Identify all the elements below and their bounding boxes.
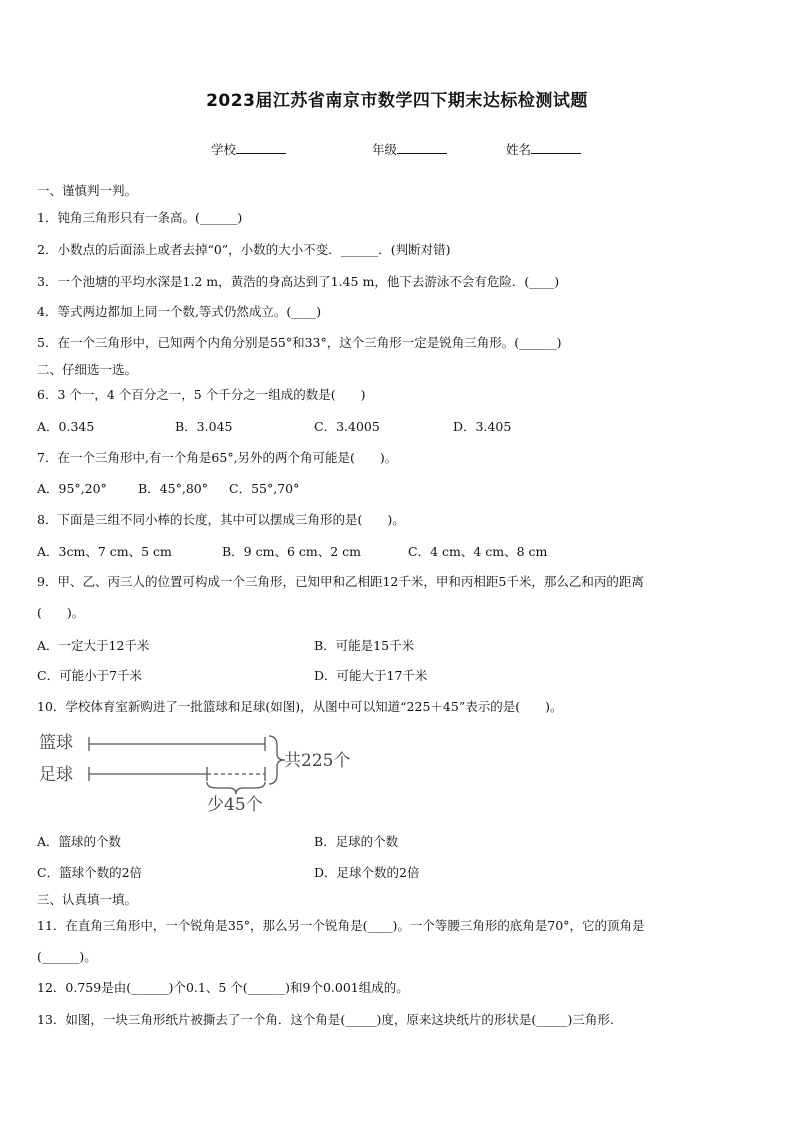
- q9-option-b[interactable]: B．可能是15千米: [314, 638, 415, 653]
- q10-bar-diagram: [37, 724, 367, 818]
- q7-option-c[interactable]: C．55°,70°: [229, 481, 300, 496]
- question-11-cont: (______)。: [37, 949, 97, 964]
- school-blank[interactable]: [236, 141, 286, 154]
- less-brace: [207, 782, 265, 794]
- q7-option-b[interactable]: B．45°,80°: [138, 481, 208, 496]
- grade-field: [372, 140, 447, 158]
- question-4: 4．等式两边都加上同一个数,等式仍然成立。(____): [37, 304, 322, 319]
- question-12: 12．0.759是由(______)个0.1、5 个(______)和9个0.001组成的。: [37, 980, 409, 995]
- q9-option-d[interactable]: D．可能大于17千米: [314, 668, 428, 683]
- total-label: 共225个: [284, 751, 351, 771]
- question-7: 7．在一个三角形中,有一个角是65°,另外的两个角可能是( )。: [37, 450, 398, 465]
- question-8: 8．下面是三组不同小棒的长度，其中可以摆成三角形的是( )。: [37, 512, 405, 527]
- basketball-label: 篮球: [39, 733, 73, 753]
- q6-option-b[interactable]: B．3.045: [175, 419, 233, 434]
- section-2-heading: 二、仔细选一选。: [37, 362, 138, 377]
- question-13: 13．如图，一块三角形纸片被撕去了一个角．这个角是(_____)度，原来这块纸片的形状是(_____)三角形.: [37, 1012, 614, 1027]
- football-bar: [89, 767, 265, 781]
- grade-blank[interactable]: [397, 141, 447, 154]
- q8-option-a[interactable]: A．3cm、7 cm、5 cm: [37, 544, 172, 559]
- question-3: 3．一个池塘的平均水深是1.2 m，黄浩的身高达到了1.45 m，他下去游泳不会有危险．(____): [37, 274, 560, 289]
- section-3-heading: 三、认真填一填。: [37, 892, 138, 907]
- question-5: 5．在一个三角形中，已知两个内角分别是55°和33°，这个三角形一定是锐角三角形。(______): [37, 335, 562, 350]
- q10-option-c[interactable]: C．篮球个数的2倍: [37, 865, 143, 880]
- school-field: [211, 140, 286, 158]
- q9-option-a[interactable]: A．一定大于12千米: [37, 638, 150, 653]
- question-10: 10．学校体育室新购进了一批篮球和足球(如图)，从图中可以知道“225＋45”表示的是( )。: [37, 699, 563, 714]
- total-brace: [269, 736, 285, 784]
- question-1: 1．钝角三角形只有一条高。(______): [37, 210, 243, 225]
- grade-label: 年级: [372, 142, 398, 157]
- less-label: 少45个: [207, 795, 263, 815]
- name-blank[interactable]: [531, 141, 581, 154]
- name-label: 姓名: [506, 142, 532, 157]
- q9-option-c[interactable]: C．可能小于7千米: [37, 668, 143, 683]
- name-field: [506, 140, 581, 158]
- q6-option-a[interactable]: A．0.345: [37, 419, 95, 434]
- q10-option-a[interactable]: A．篮球的个数: [37, 834, 122, 849]
- q10-option-b[interactable]: B．足球的个数: [314, 834, 399, 849]
- q8-option-c[interactable]: C．4 cm、4 cm、8 cm: [408, 544, 548, 559]
- page-title: 2023届江苏省南京市数学四下期末达标检测试题: [206, 91, 588, 111]
- question-6: 6．3 个一，4 个百分之一，5 个千分之一组成的数是( ): [37, 387, 366, 402]
- question-2: 2．小数点的后面添上或者去掉“0”，小数的大小不变．______．(判断对错): [37, 242, 451, 257]
- question-11: 11．在直角三角形中，一个锐角是35°，那么另一个锐角是(____)。一个等腰三角形的底角是70°，它的顶角是: [37, 918, 645, 933]
- q8-option-b[interactable]: B．9 cm、6 cm、2 cm: [222, 544, 362, 559]
- section-1-heading: 一、谨慎判一判。: [37, 183, 138, 198]
- q10-option-d[interactable]: D．足球个数的2倍: [314, 865, 420, 880]
- question-9: 9．甲、乙、丙三人的位置可构成一个三角形，已知甲和乙相距12千米，甲和丙相距5千米，那么乙和丙的距离: [37, 574, 644, 589]
- q6-option-d[interactable]: D．3.405: [453, 419, 512, 434]
- basketball-bar: [89, 737, 265, 751]
- q7-option-a[interactable]: A．95°,20°: [37, 481, 107, 496]
- school-label: 学校: [211, 142, 237, 157]
- question-9-cont: ( )。: [37, 605, 85, 620]
- football-label: 足球: [39, 765, 73, 785]
- q6-option-c[interactable]: C．3.4005: [314, 419, 380, 434]
